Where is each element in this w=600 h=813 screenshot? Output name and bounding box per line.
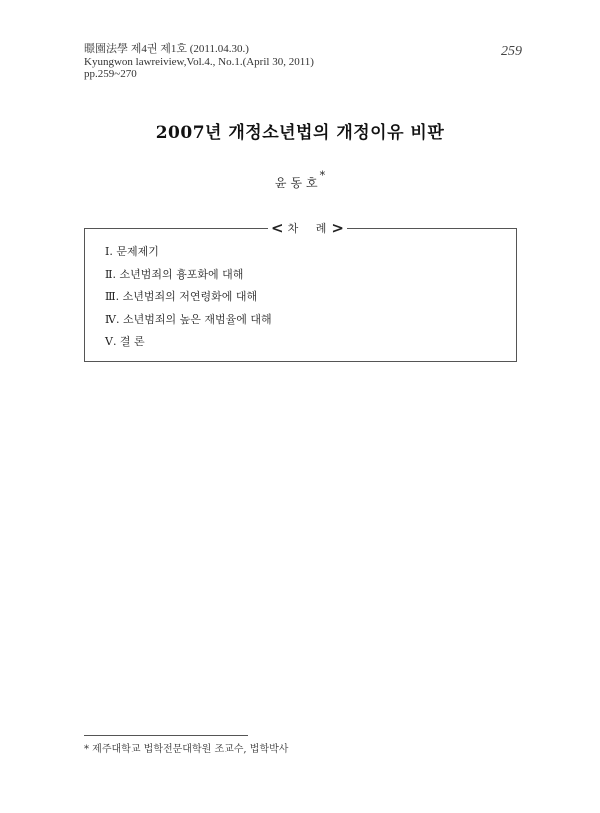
toc-item-2: Ⅱ. 소년범죄의 흉포화에 대해: [105, 267, 244, 281]
toc-item-4: Ⅳ. 소년범죄의 높은 재범율에 대해: [105, 312, 272, 326]
author-footnote-mark: *: [319, 169, 326, 182]
table-of-contents: [84, 219, 517, 362]
toc-item-3: Ⅲ. 소년범죄의 저연령화에 대해: [105, 290, 258, 303]
toc-list: [105, 241, 272, 354]
toc-close-bracket: >: [331, 219, 344, 237]
author-footnote: * 제주대학교 법학전문대학원 조교수, 법학박사: [84, 744, 289, 755]
toc-open-bracket: <: [271, 219, 284, 237]
author: [0, 169, 600, 191]
journal-citation-korean: 暻園法學 제4권 제1호 (2011.04.30.): [84, 43, 249, 55]
journal-citation-english: Kyungwon lawreiview,Vol.4., No.1.(April 30, 2011): [84, 55, 314, 68]
toc-heading-text: 차 례: [287, 222, 334, 235]
footnote-divider: [84, 735, 248, 736]
toc-item-5: Ⅴ. 결 론: [105, 335, 145, 348]
journal-header: [84, 43, 314, 81]
author-name: 윤동호: [274, 176, 322, 190]
page-number: 259: [501, 44, 522, 59]
page-range: pp.259~270: [84, 68, 137, 80]
toc-heading: [268, 220, 347, 237]
toc-item-1: Ⅰ. 문제제기: [105, 245, 159, 258]
paper-title: 2007년 개정소년법의 개정이유 비판: [155, 123, 445, 143]
